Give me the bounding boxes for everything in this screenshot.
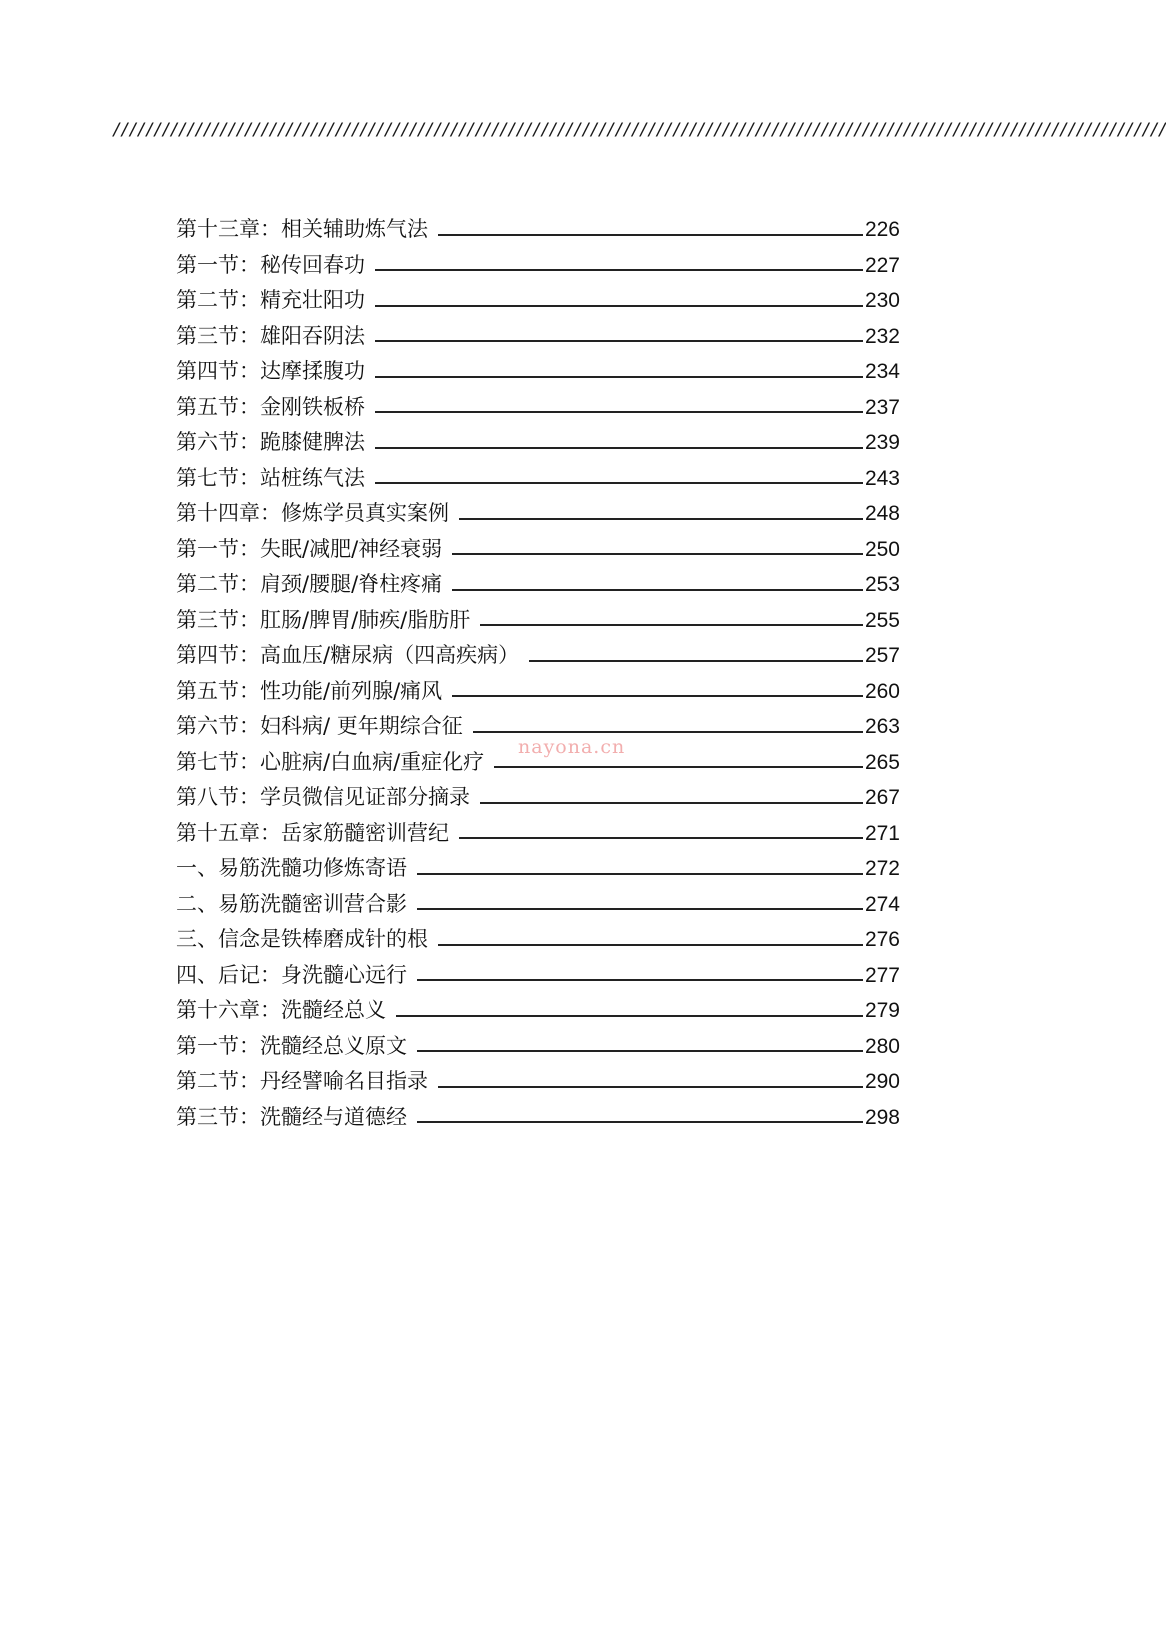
toc-leader-line <box>452 695 863 697</box>
toc-entry <box>176 780 900 816</box>
toc-entry <box>176 425 900 461</box>
toc-entry-page: 226 <box>864 218 900 241</box>
toc-entry-label: 第一节：失眠/减肥/神经衰弱 <box>176 536 443 561</box>
toc-leader-line <box>529 660 863 662</box>
toc-entry <box>176 496 900 532</box>
toc-entry-page: 263 <box>864 715 900 738</box>
toc-entry <box>176 319 900 355</box>
toc-entry <box>176 993 900 1029</box>
toc-entry-page: 277 <box>864 963 900 987</box>
toc-entry-label: 第六节：跪膝健脾法 <box>176 430 365 454</box>
toc-entry-label: 第七节：站桩练气法 <box>176 465 365 490</box>
toc-leader-line <box>480 624 863 626</box>
toc-leader-line <box>375 269 863 271</box>
toc-entry-page: 243 <box>864 466 900 490</box>
toc-entry-label: 四、后记：身洗髓心远行 <box>176 962 407 987</box>
toc-entry-label: 第四节：达摩揉腹功 <box>176 359 365 383</box>
toc-leader-line <box>417 1121 863 1123</box>
toc-entry <box>176 603 900 639</box>
toc-leader-line <box>417 1050 863 1052</box>
toc-entry-page: 250 <box>864 537 900 561</box>
toc-leader-line <box>396 1015 863 1017</box>
toc-entry-label: 第五节：金刚铁板桥 <box>176 394 365 419</box>
toc-entry-page: 272 <box>864 857 900 880</box>
toc-entry-label: 第二节：肩颈/腰腿/脊柱疼痛 <box>176 572 443 596</box>
toc-leader-line <box>375 376 863 378</box>
toc-entry-label: 第八节：学员微信见证部分摘录 <box>176 785 470 809</box>
toc-entry-page: 227 <box>864 253 900 277</box>
toc-entry <box>176 1100 900 1136</box>
toc-entry <box>176 354 900 390</box>
toc-leader-line <box>459 837 863 839</box>
toc-entry-page: 290 <box>864 1070 900 1093</box>
toc-entry <box>176 1064 900 1100</box>
toc-entry-page: 239 <box>864 431 900 454</box>
toc-leader-line <box>452 553 863 555</box>
toc-entry-label: 一、易筋洗髓功修炼寄语 <box>176 856 407 880</box>
toc-leader-line <box>375 447 863 449</box>
toc-entry-page: 267 <box>864 786 900 809</box>
toc-leader-line <box>438 1086 863 1088</box>
toc-entry-page: 237 <box>864 395 900 419</box>
toc-entry-page: 274 <box>864 892 900 916</box>
toc-entry-label: 第三节：肛肠/脾胃/肺疾/脂肪肝 <box>176 607 471 632</box>
toc-leader-line <box>375 482 863 484</box>
toc-entry-label: 第十六章：洗髓经总义 <box>176 998 386 1022</box>
toc-entry-page: 298 <box>864 1105 900 1129</box>
toc-entry <box>176 958 900 994</box>
toc-leader-line <box>375 340 863 342</box>
toc-entry-page: 230 <box>864 289 900 312</box>
table-of-contents <box>176 212 900 1135</box>
toc-entry-page: 232 <box>864 324 900 348</box>
toc-entry-page: 257 <box>864 644 900 667</box>
toc-leader-line <box>438 944 863 946</box>
toc-leader-line <box>375 305 863 307</box>
toc-entry-label: 第十五章：岳家筋髓密训营纪 <box>176 820 449 845</box>
toc-entry <box>176 567 900 603</box>
toc-entry <box>176 887 900 923</box>
toc-entry <box>176 461 900 497</box>
toc-entry-label: 第一节：洗髓经总义原文 <box>176 1033 407 1058</box>
toc-leader-line <box>459 518 863 520</box>
toc-entry-label: 第一节：秘传回春功 <box>176 252 365 277</box>
toc-entry-page: 248 <box>864 502 900 525</box>
toc-leader-line <box>417 979 863 981</box>
toc-entry-page: 234 <box>864 360 900 383</box>
toc-entry <box>176 1029 900 1065</box>
toc-entry-label: 第三节：雄阳吞阴法 <box>176 323 365 348</box>
toc-entry-page: 280 <box>864 1034 900 1058</box>
toc-leader-line <box>494 766 863 768</box>
toc-entry <box>176 390 900 426</box>
toc-entry-label: 第三节：洗髓经与道德经 <box>176 1104 407 1129</box>
toc-entry <box>176 922 900 958</box>
toc-entry <box>176 248 900 284</box>
watermark: nayona.cn <box>518 736 626 758</box>
toc-entry <box>176 638 900 674</box>
toc-leader-line <box>452 589 863 591</box>
toc-entry-label: 第四节：高血压/糖尿病（四高疾病） <box>176 643 520 667</box>
toc-entry <box>176 851 900 887</box>
toc-entry-page: 260 <box>864 679 900 703</box>
toc-entry-page: 265 <box>864 750 900 774</box>
toc-entry <box>176 212 900 248</box>
toc-entry <box>176 674 900 710</box>
toc-entry-label: 第十四章：修炼学员真实案例 <box>176 501 449 525</box>
toc-entry-label: 第五节：性功能/前列腺/痛风 <box>176 678 443 703</box>
toc-leader-line <box>473 731 863 733</box>
toc-entry-label: 第二节：丹经譬喻名目指录 <box>176 1069 428 1093</box>
toc-entry-page: 255 <box>864 608 900 632</box>
toc-leader-line <box>417 908 863 910</box>
toc-entry-label: 三、信念是铁棒磨成针的根 <box>176 927 428 951</box>
toc-entry-label: 第六节：妇科病/ 更年期综合征 <box>176 714 463 738</box>
header-slash-rule: //////////////////////////////////////////////////////////////////////////////////////////////////////////////////////////////// <box>112 120 1166 140</box>
toc-leader-line <box>480 802 863 804</box>
toc-entry-label: 第二节：精充壮阳功 <box>176 288 365 312</box>
toc-entry-label: 二、易筋洗髓密训营合影 <box>176 891 407 916</box>
toc-leader-line <box>417 873 863 875</box>
toc-leader-line <box>438 234 863 236</box>
toc-entry-page: 276 <box>864 928 900 951</box>
toc-leader-line <box>375 411 863 413</box>
toc-entry-page: 271 <box>864 821 900 845</box>
toc-entry <box>176 816 900 852</box>
toc-entry <box>176 283 900 319</box>
toc-entry <box>176 532 900 568</box>
toc-entry-page: 253 <box>864 573 900 596</box>
toc-entry-page: 279 <box>864 999 900 1022</box>
toc-entry-label: 第七节：心脏病/白血病/重症化疗 <box>176 749 485 774</box>
toc-entry-label: 第十三章：相关辅助炼气法 <box>176 217 428 241</box>
